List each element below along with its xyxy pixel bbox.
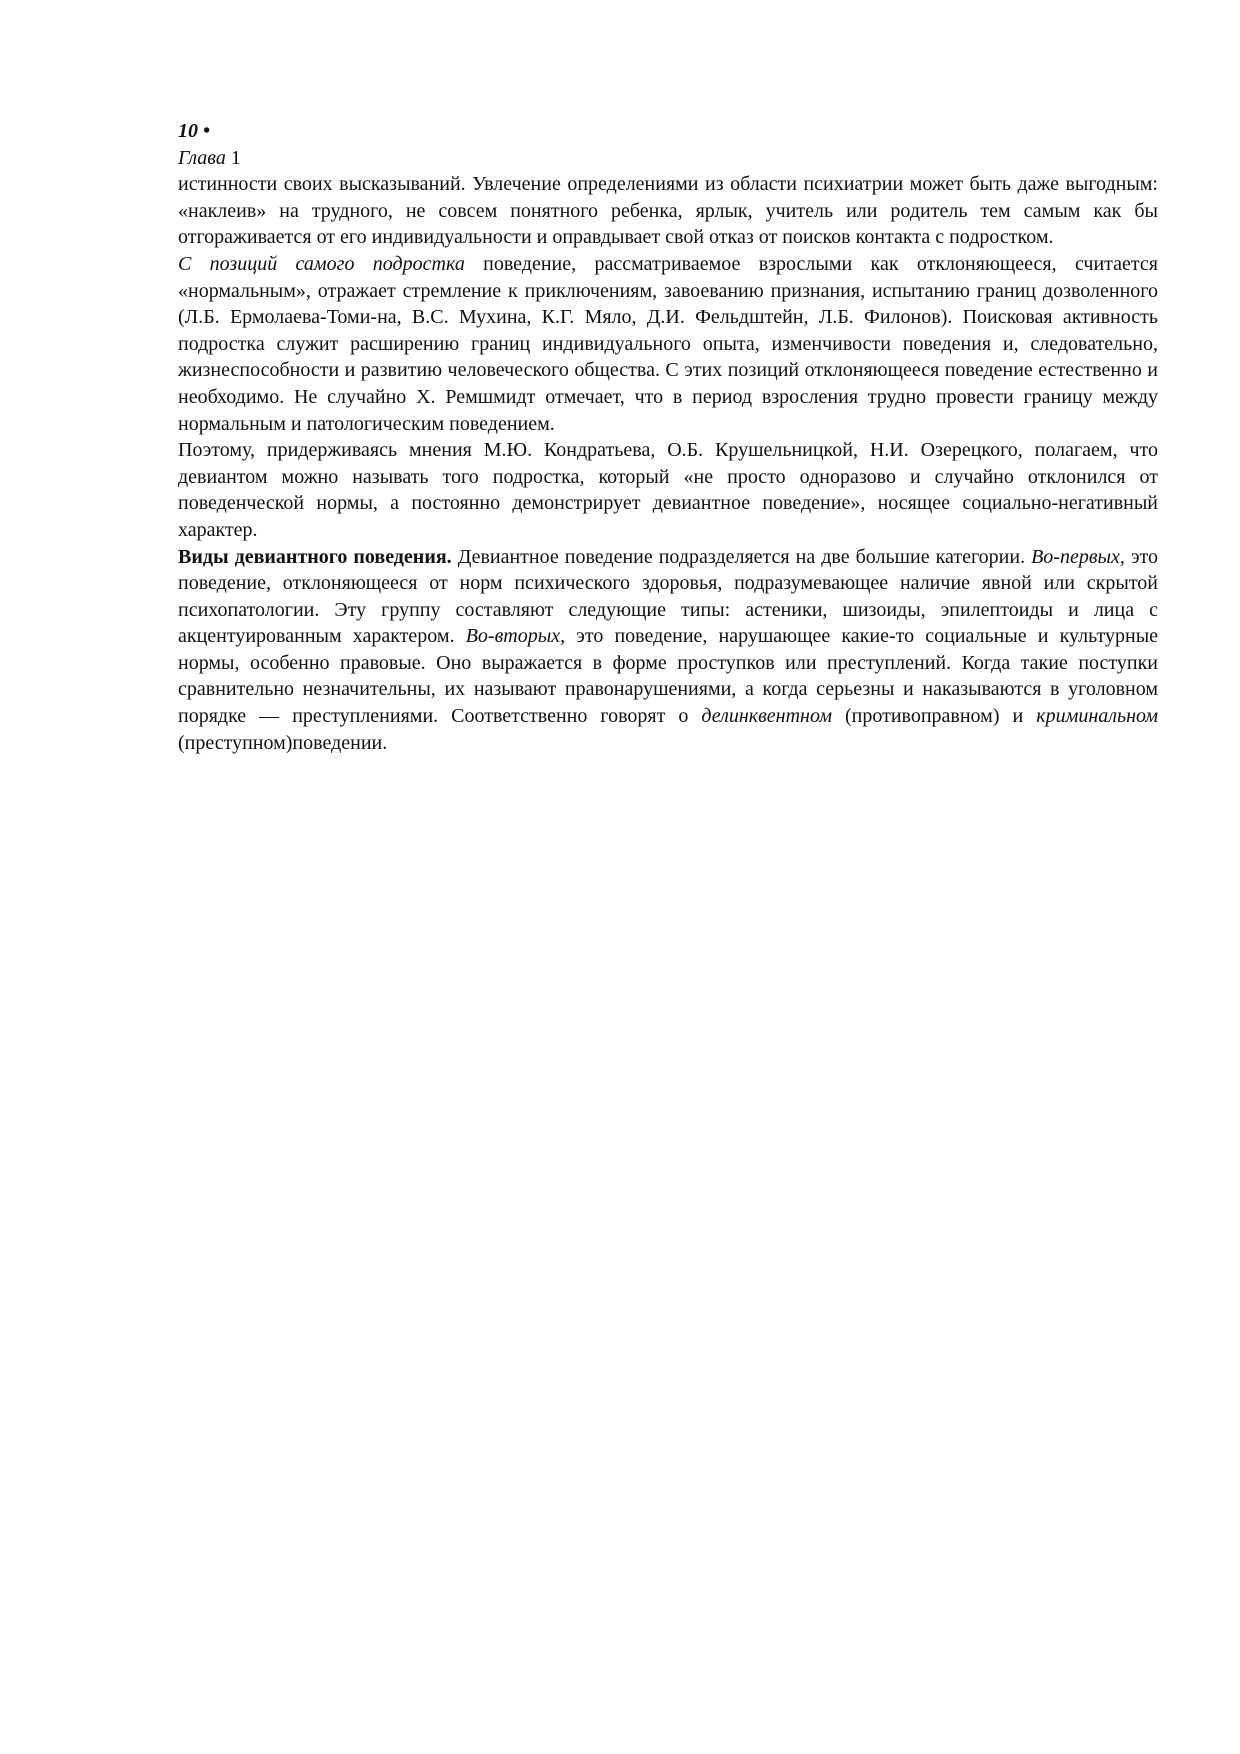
paragraph-text: (преступном)поведении.	[178, 731, 388, 754]
paragraph-3: Поэтому, придерживаясь мнения М.Ю. Кондратьева, О.Б. Крушельницкой, Н.И. Озерецкого, полагаем, что девиантом можно называть того подростка, который «не просто одноразово и случайно отклонился от поведенческой нормы, а постоянно демонстрирует девиантное поведение», носящее социально-негативный характер.	[178, 439, 1158, 541]
italic-phrase: Во-первых,	[1031, 545, 1125, 568]
paragraph-4	[178, 544, 1158, 757]
italic-phrase: Во-вторых,	[465, 625, 566, 648]
paragraph-text: поведение, рассматриваемое взрослыми как отклоняющееся, считается «нормальным», отражает стремление к приключениям, завоеванию признания, испытанию границ дозволенного (Л.Б. Ермолаева-Томи-на, В.С. Мухина, К.Г. Мяло, Д.И. Фельдштейн, Л.Б. Филонов). Поисковая активность подростка служит расширению границ индивидуального опыта, изменчивости поведения и, следовательно, жизнеспособности и развитию человеческого общества. С этих позиций отклоняющееся поведение естественно и необходимо. Не случайно X. Ремшмидт отмечает, что в период взросления трудно провести границу между нормальным и патологическим поведением.	[178, 252, 1158, 435]
chapter-number: 1	[230, 146, 241, 169]
italic-phrase: С позиций самого подростка	[178, 252, 465, 275]
chapter-heading	[178, 145, 1158, 172]
document-page	[178, 118, 1158, 756]
italic-term: криминальном	[1036, 705, 1159, 728]
paragraph-text: это поведение, отклоняющееся от норм психического здоровья, подразумевающее наличие явной или скрытой психопатологии. Эту группу составляют следующие типы: астеники, шизоиды, эпилептоиды и лица с акцентуированным характером.	[178, 545, 1158, 648]
italic-term: делинквентном	[701, 705, 832, 728]
paragraph-text: это поведение, нарушающее какие-то социальные и культурные нормы, особенно правовые. Оно выражается в форме проступков или преступлений. Когда такие поступки сравнительно незначительны, их называют правонарушениями, а когда серьезны и наказываются в уголовном порядке — преступлениями. Соответственно говорят о	[178, 625, 1159, 728]
paragraph-text: Девиантное поведение подразделяется на две большие категории.	[451, 545, 1032, 568]
page-number: 10 •	[178, 120, 211, 142]
paragraph-text: (противоправном) и	[831, 705, 1037, 728]
paragraph-1: истинности своих высказываний. Увлечение определениями из области психиатрии может быть даже выгодным: «наклеив» на трудного, не совсем понятного ребенка, ярлык, учитель или родитель тем самым как бы отгораживается от его индивидуальности и оправдывает свой отказ от поисков контакта с подростком.	[178, 173, 1158, 249]
paragraph-2	[178, 251, 1158, 437]
chapter-label: Глава	[178, 146, 226, 169]
section-heading: Виды девиантного поведения.	[178, 545, 452, 568]
